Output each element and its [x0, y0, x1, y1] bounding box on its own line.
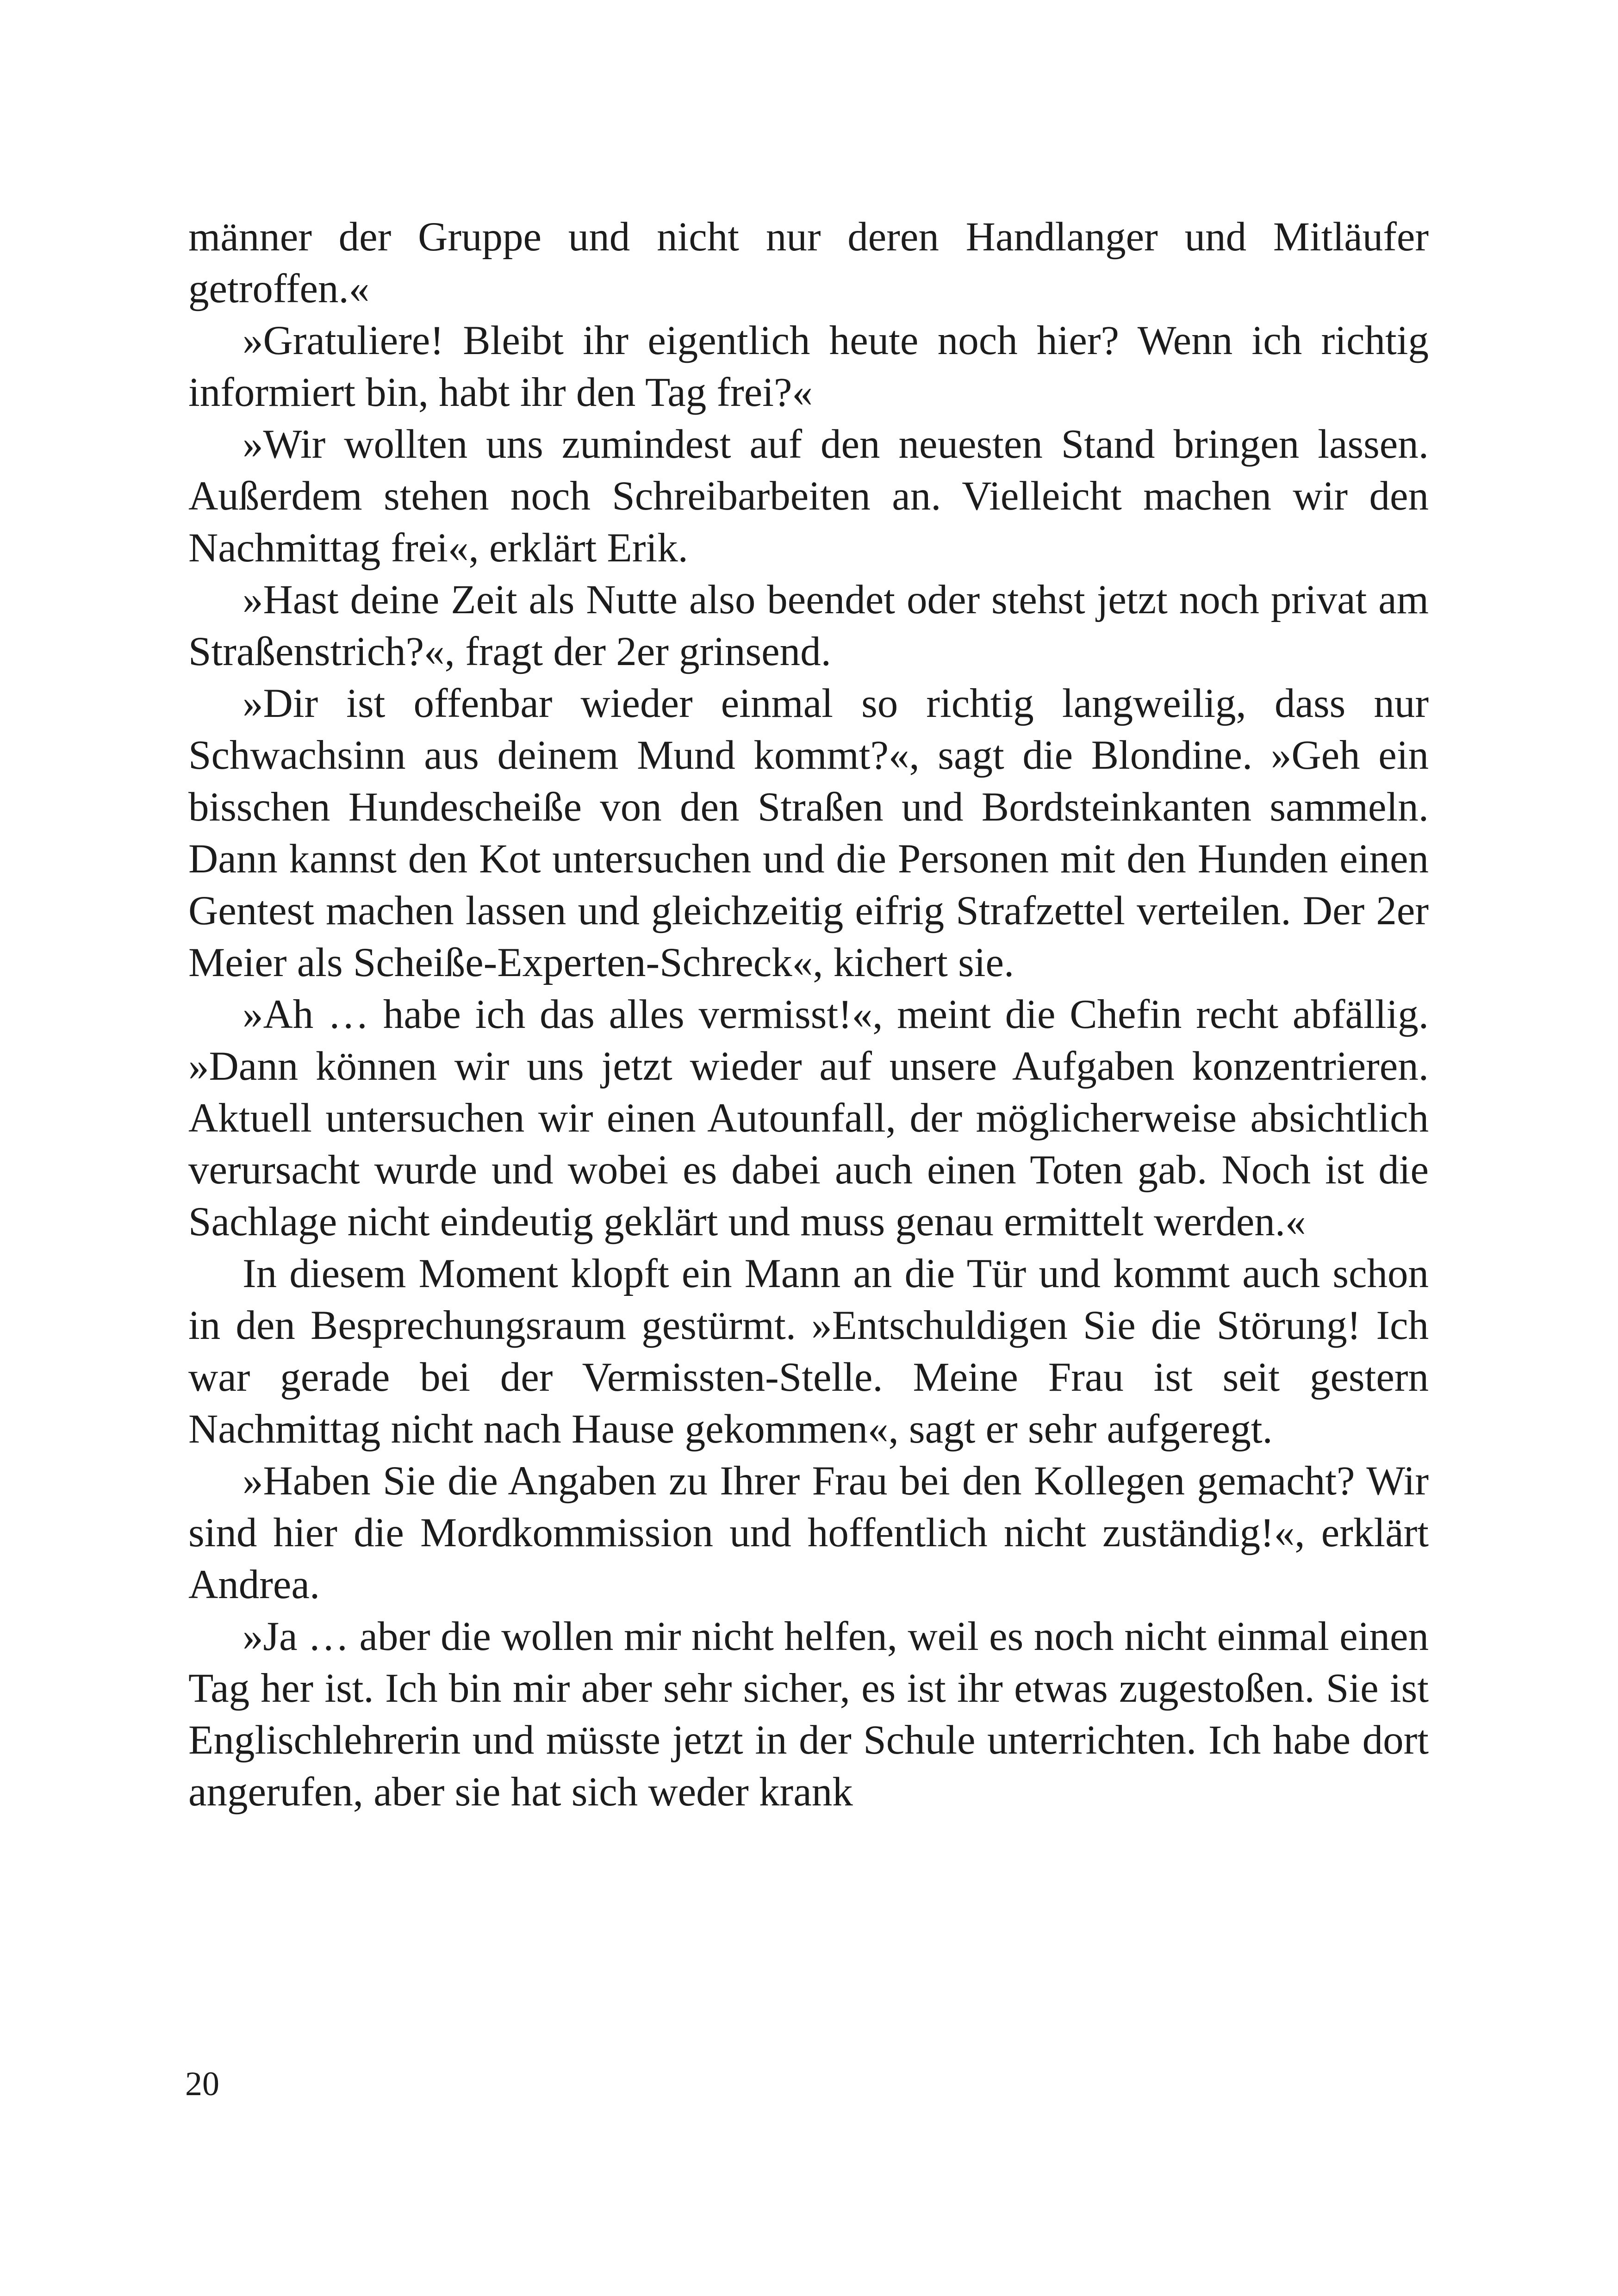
paragraph: »Wir wollten uns zumindest auf den neuesten Stand bringen lassen. Außerdem stehen noch Schreibarbeiten an. Vielleicht machen wir den Nachmittag frei«, erklärt Erik.	[188, 422, 1429, 571]
paragraph: In diesem Moment klopft ein Mann an die Tür und kommt auch schon in den Besprechungsraum gestürmt. »Entschuldigen Sie die Störung! Ich war gerade bei der Vermissten-Stelle. Meine Frau ist seit gestern Nachmittag nicht nach Hause gekommen«, sagt er sehr aufgeregt.	[188, 1251, 1429, 1452]
paragraph: »Dir ist offenbar wieder einmal so richtig langweilig, dass nur Schwachsinn aus deinem Mund kommt?«, sagt die Blondine. »Geh ein bisschen Hundescheiße von den Straßen und Bordsteinkanten sammeln. Dann kannst den Kot untersuchen und die Personen mit den Hunden einen Gentest machen lassen und gleichzeitig eifrig Strafzettel verteilen. Der 2er Meier als Scheiße-Experten-Schreck«, kichert sie.	[188, 681, 1429, 985]
body-text	[188, 211, 1429, 1818]
paragraph: »Ah … habe ich das alles vermisst!«, meint die Chefin recht abfällig. »Dann können wir uns jetzt wieder auf unsere Aufgaben konzentrieren. Aktuell untersuchen wir einen Autounfall, der möglicherweise absichtlich verursacht wurde und wobei es dabei auch einen Toten gab. Noch ist die Sachlage nicht eindeutig geklärt und muss genau ermittelt werden.«	[188, 992, 1429, 1244]
page-number: 20	[185, 2065, 219, 2103]
paragraph: »Haben Sie die Angaben zu Ihrer Frau bei den Kollegen gemacht? Wir sind hier die Mordkommission und hoffentlich nicht zuständig!«, erklärt Andrea.	[188, 1458, 1429, 1607]
paragraph: »Ja … aber die wollen mir nicht helfen, weil es noch nicht einmal einen Tag her ist. Ich bin mir aber sehr sicher, es ist ihr etwas zugestoßen. Sie ist Englischlehrerin und müsste jetzt in der Schule unterrichten. Ich habe dort angerufen, aber sie hat sich weder krank	[188, 1614, 1429, 1815]
paragraph: männer der Gruppe und nicht nur deren Handlanger und Mitläufer getroffen.«	[188, 214, 1429, 311]
paragraph: »Gratuliere! Bleibt ihr eigentlich heute noch hier? Wenn ich richtig informiert bin, habt ihr den Tag frei?«	[188, 318, 1429, 415]
paragraph: »Hast deine Zeit als Nutte also beendet oder stehst jetzt noch privat am Straßenstrich?«, fragt der 2er grinsend.	[188, 577, 1429, 674]
